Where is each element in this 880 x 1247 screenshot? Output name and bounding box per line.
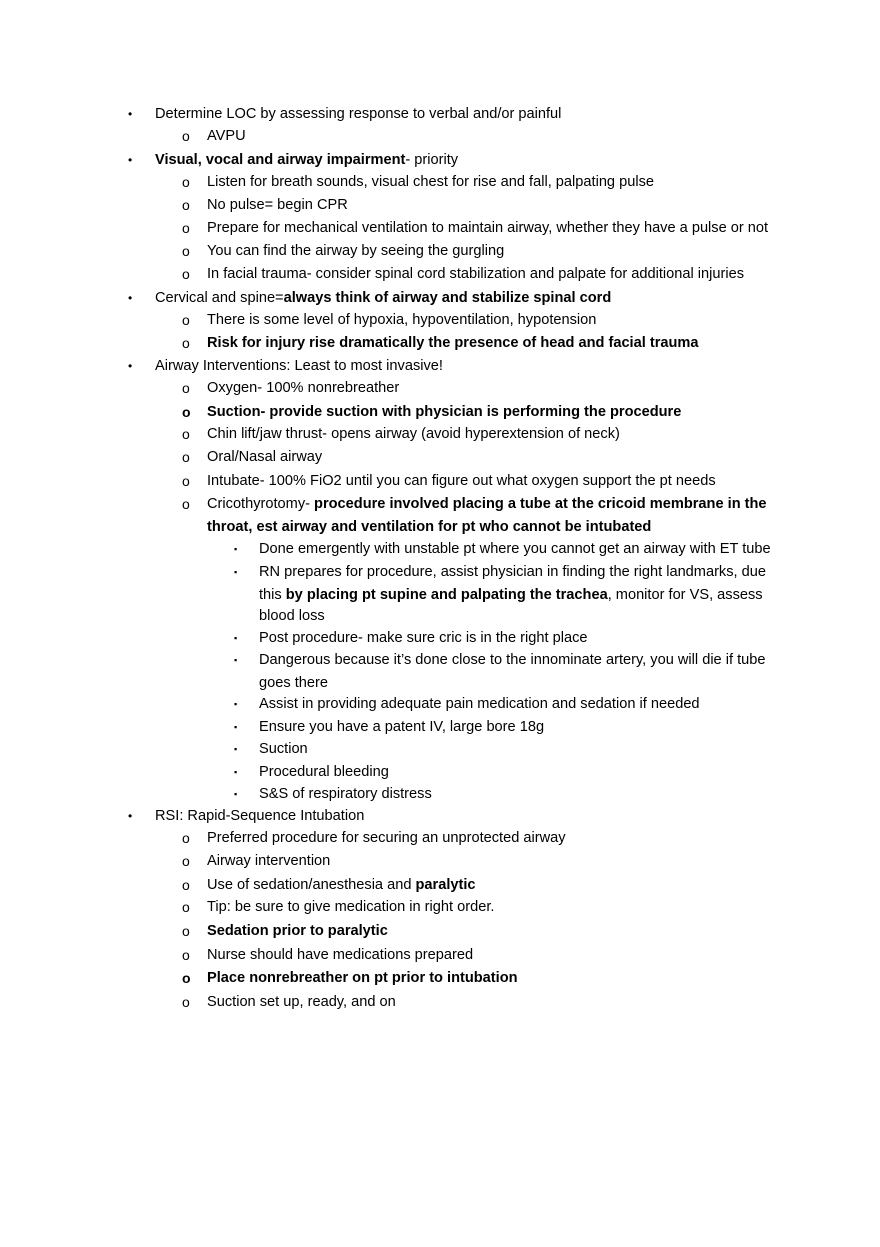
- list-item-text: [207, 854, 330, 869]
- list-item-text: [207, 198, 348, 213]
- list-item-text: [207, 900, 494, 915]
- text-run: Assist in providing adequate pain medication and sedation if needed: [259, 696, 700, 712]
- list-item-text: [155, 107, 561, 122]
- list-item-text: [207, 995, 396, 1010]
- text-run: Prepare for mechanical ventilation to maintain airway, whether they have a pulse or not: [207, 220, 769, 236]
- list-item-text: [207, 336, 699, 351]
- text-run: Cricothyrotomy-: [207, 496, 315, 512]
- list-item-text: [155, 809, 364, 824]
- text-run: Oxygen- 100% nonrebreather: [207, 380, 400, 396]
- bullet-marker: o: [182, 174, 190, 190]
- text-run: Airway intervention: [207, 853, 331, 869]
- text-run: blood loss: [259, 608, 325, 624]
- list-item-text: [207, 878, 476, 893]
- bullet-marker: •: [128, 809, 133, 823]
- text-run: In facial trauma- consider spinal cord stabilization and palpate for additional injuries: [207, 266, 745, 282]
- text-run: Post procedure- make sure cric is in the right place: [259, 630, 588, 646]
- bullet-marker: ▪: [234, 633, 238, 643]
- list-item-text: [259, 720, 544, 735]
- list-item-text: [259, 631, 588, 646]
- list-item-text: [207, 405, 681, 420]
- bullet-marker: o: [182, 426, 190, 442]
- list-item-text: [155, 359, 443, 374]
- list-item-text: [155, 153, 458, 168]
- list-item-text: [207, 520, 651, 535]
- text-run: , monitor for VS, assess: [607, 587, 763, 603]
- list-item-text: [259, 609, 325, 624]
- bold-text: Sedation prior to paralytic: [207, 923, 388, 939]
- list-item-text: [207, 175, 654, 190]
- text-run: RSI: Rapid-Sequence Intubation: [155, 808, 365, 824]
- text-run: AVPU: [207, 128, 246, 144]
- list-item-text: [207, 381, 399, 396]
- text-run: Oral/Nasal airway: [207, 449, 323, 465]
- list-item-text: [259, 565, 766, 580]
- bullet-marker: •: [128, 291, 133, 305]
- text-run: Determine LOC by assessing response to verbal and/or painful: [155, 106, 562, 122]
- bullet-marker: •: [128, 153, 133, 167]
- list-item-text: [259, 588, 763, 603]
- bullet-marker: o: [182, 877, 190, 893]
- list-item-text: [207, 267, 744, 282]
- bullet-marker: •: [128, 359, 133, 373]
- bold-text: by placing pt supine and palpating the trachea: [285, 587, 608, 603]
- bullet-marker: o: [182, 243, 190, 259]
- text-run: Preferred procedure for securing an unprotected airway: [207, 830, 566, 846]
- text-run: Ensure you have a patent IV, large bore 18g: [259, 719, 545, 735]
- text-run: Procedural bleeding: [259, 764, 389, 780]
- list-item-text: [259, 676, 328, 691]
- list-item-text: [207, 313, 596, 328]
- text-run: this: [259, 587, 286, 603]
- list-item-text: [207, 427, 620, 442]
- text-run: - priority: [405, 152, 459, 168]
- bullet-marker: o: [182, 994, 190, 1010]
- text-run: Suction: [259, 741, 308, 757]
- bullet-marker: ▪: [234, 767, 238, 777]
- bullet-marker: ▪: [234, 699, 238, 709]
- bullet-marker: o: [182, 449, 190, 465]
- bullet-marker: o: [182, 128, 190, 144]
- bullet-marker: o: [182, 197, 190, 213]
- text-run: Use of sedation/anesthesia and: [207, 877, 416, 893]
- bold-text: throat, est airway and ventilation for pt who cannot be intubated: [207, 519, 652, 535]
- bold-text: procedure involved placing a tube at the cricoid membrane in the: [314, 496, 767, 512]
- list-item-text: [207, 221, 768, 236]
- list-item-text: [207, 450, 322, 465]
- bullet-marker: o: [182, 899, 190, 915]
- bullet-marker: ▪: [234, 655, 238, 665]
- bullet-marker: ▪: [234, 722, 238, 732]
- bold-text: Place nonrebreather on pt prior to intubation: [207, 970, 518, 986]
- bullet-marker: o: [182, 923, 190, 939]
- bullet-marker: o: [182, 473, 190, 489]
- list-item-text: [259, 765, 389, 780]
- bullet-marker: ▪: [234, 744, 238, 754]
- bullet-marker: ▪: [234, 567, 238, 577]
- bullet-marker: o: [182, 380, 190, 396]
- text-run: Suction set up, ready, and on: [207, 994, 396, 1010]
- list-item-text: [207, 924, 388, 939]
- bullet-marker: ▪: [234, 789, 238, 799]
- list-item-text: [259, 787, 432, 802]
- text-run: RN prepares for procedure, assist physician in finding the right landmarks, due: [259, 564, 766, 580]
- list-item-text: [259, 542, 771, 557]
- text-run: Chin lift/jaw thrust- opens airway (avoid hyperextension of neck): [207, 426, 620, 442]
- text-run: Dangerous because it’s done close to the innominate artery, you will die if tube: [259, 652, 766, 668]
- text-run: S&S of respiratory distress: [259, 786, 432, 802]
- text-run: Intubate- 100% FiO2 until you can figure out what oxygen support the pt needs: [207, 473, 716, 489]
- text-run: No pulse= begin CPR: [207, 197, 348, 213]
- bold-text: Risk for injury rise dramatically the presence of head and facial trauma: [207, 335, 699, 351]
- list-item-text: [259, 653, 765, 668]
- bullet-marker: o: [182, 947, 190, 963]
- text-run: There is some level of hypoxia, hypoventilation, hypotension: [207, 312, 597, 328]
- text-run: Airway Interventions: Least to most invasive!: [155, 358, 443, 374]
- list-item-text: [259, 742, 308, 757]
- bullet-marker: o: [182, 853, 190, 869]
- bold-text: always think of airway and stabilize spinal cord: [283, 290, 612, 306]
- text-run: Tip: be sure to give medication in right order.: [207, 899, 495, 915]
- list-item-text: [155, 291, 611, 306]
- list-item-text: [207, 831, 566, 846]
- list-item-text: [207, 474, 716, 489]
- bullet-marker: o: [182, 496, 190, 512]
- bold-text: Suction- provide suction with physician is performing the procedure: [207, 404, 682, 420]
- bullet-marker: o: [182, 335, 190, 351]
- bullet-marker: o: [182, 312, 190, 328]
- list-item-text: [259, 697, 700, 712]
- text-run: Listen for breath sounds, visual chest for rise and fall, palpating pulse: [207, 174, 654, 190]
- bullet-marker: o: [182, 404, 191, 420]
- list-item-text: [207, 497, 767, 512]
- bold-text: Visual, vocal and airway impairment: [155, 152, 406, 168]
- bullet-marker: o: [182, 970, 191, 986]
- bold-text: paralytic: [415, 877, 476, 893]
- bullet-marker: •: [128, 107, 133, 121]
- list-item-text: [207, 129, 246, 144]
- bullet-marker: o: [182, 830, 190, 846]
- list-item-text: [207, 971, 518, 986]
- list-item-text: [207, 948, 473, 963]
- list-item-text: [207, 244, 504, 259]
- text-run: You can find the airway by seeing the gurgling: [207, 243, 505, 259]
- text-run: Done emergently with unstable pt where you cannot get an airway with ET tube: [259, 541, 771, 557]
- text-run: Nurse should have medications prepared: [207, 947, 474, 963]
- text-run: goes there: [259, 675, 328, 691]
- bullet-marker: ▪: [234, 544, 238, 554]
- bullet-marker: o: [182, 220, 190, 236]
- text-run: Cervical and spine=: [155, 290, 284, 306]
- bullet-marker: o: [182, 266, 190, 282]
